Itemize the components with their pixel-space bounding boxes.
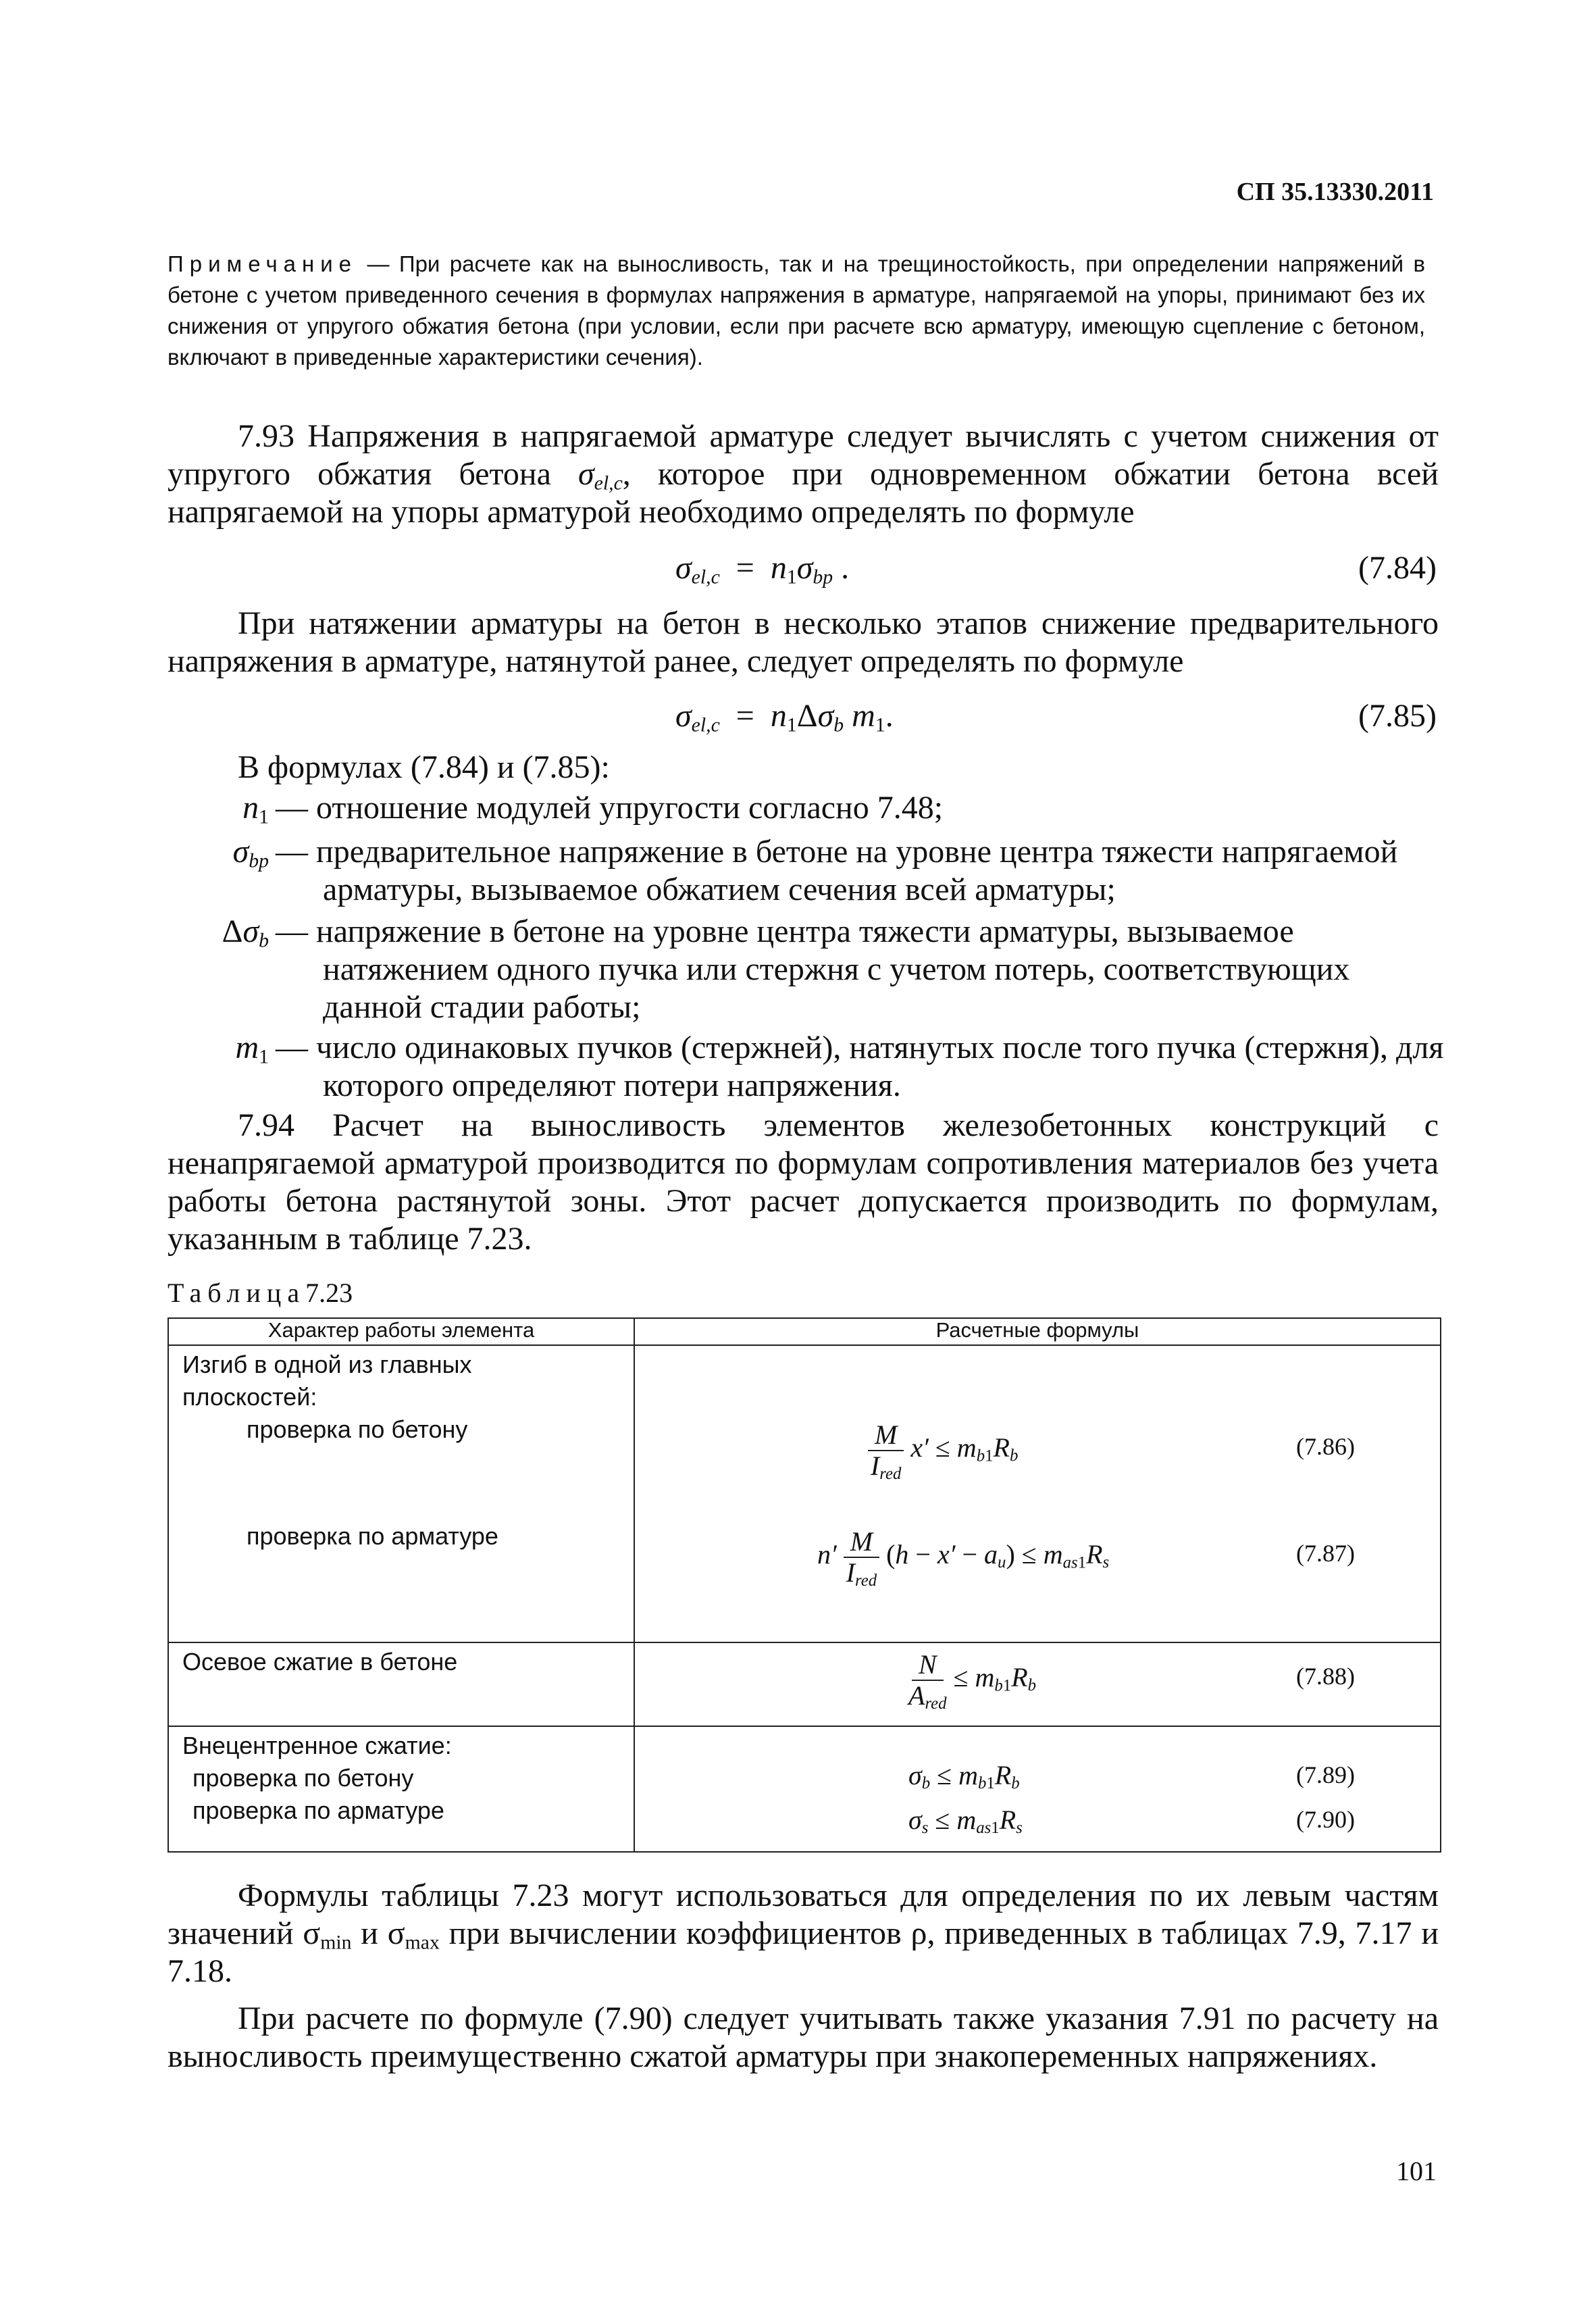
definition-m1: — число одинаковых пучков (стержней), натянутых после того пучка (стержня), для которого определяют потери напряжения. (276, 1030, 1444, 1103)
formula-7-87: n′ M $I_{red}$ $(h - x' - a_u) \le m_{as1}R_s$ (817, 1526, 1110, 1590)
definition-n1: — отношение модулей упругости согласно 7.48; (276, 790, 944, 826)
formula-7-89: $\sigma_b \le m_{b1}R_b$ (908, 1760, 1020, 1793)
sigma-max: $\sigma_{max}$ (387, 1915, 440, 1954)
row3-sub1: проверка по бетону (192, 1764, 414, 1792)
formula-number-7-84: (7.84) (1358, 550, 1437, 586)
symbol-delta-sigma-b: $\Delta\sigma_b$ (222, 913, 269, 952)
table-row-axial-formulas (634, 1642, 1441, 1726)
paragraph-tension: При натяжении арматуры на бетон в несколько этапов снижение предварительного напряжения в арматуре, натянутой ранее, следует определять по формуле (168, 605, 1439, 679)
p793-text-a: 7.93 Напряжения в напрягаемой арматуре следует вычислять с учетом снижения от упругого обжатия бетона (168, 418, 1439, 492)
note-text: — При расчете как на выносливость, так и на трещиностойкость, при определении напряжений в бетоне с учетом приведенного сечения в формулах напряжения в арматуре, напрягаемой на упоры, принимают без их снижения от упругого обжатия бетона (при условии, если при расчете всю арматуру, имеющую сцепление с бетоном, включают в приведенные характеристики сечения). (168, 251, 1425, 370)
row1-sub1: проверка по бетону (247, 1415, 468, 1443)
table-row-axial-label (168, 1642, 634, 1726)
definition-sigma-bp: — предварительное напряжение в бетоне на уровне центра тяжести напрягаемой арматуры, вызываемое обжатием сечения всей арматуры; (276, 834, 1398, 907)
table-header-col1: Характер работы элемента (168, 1318, 634, 1345)
paragraph-7-90-note: При расчете по формуле (7.90) следует учитывать также указания 7.91 по расчету на выносливость преимущественно сжатой арматуры при знакопеременных напряжениях. (168, 2001, 1439, 2074)
paragraph-7-94: 7.94 Расчет на выносливость элементов железобетонных конструкций с ненапрягаемой арматурой производится по формулам сопротивления материалов без учета работы бетона растянутой зоны. Этот расчет допускается производить по формулам, указанным в таблице 7.23. (168, 1107, 1439, 1257)
formula-7-84: $\sigma_{el,c} = n_1\sigma_{bp}$ . (675, 550, 850, 588)
p-after1-a: Формулы таблицы 7.23 могут использоваться для определения по их левым частям значений (168, 1878, 1439, 1951)
table-caption (168, 1277, 353, 1309)
symbol-n1: $n_1$ (242, 790, 269, 828)
definitions-intro: В формулах (7.84) и (7.85): (238, 749, 610, 785)
p793-text-b: , которое при одновременном обжатии бетона всей напрягаемой на упоры арматурой необходимо определять по формуле (168, 456, 1439, 530)
table-row-eccentric-label (168, 1726, 634, 1852)
sigma-min: $\sigma_{min}$ (303, 1915, 352, 1954)
eq-num-7-87: (7.87) (1296, 1540, 1355, 1567)
rho-symbol: ρ (910, 1915, 927, 1951)
table-caption-label: Таблица (168, 1278, 306, 1308)
row3-sub2: проверка по арматуре (192, 1796, 444, 1824)
symbol-m1: $m_1$ (235, 1030, 269, 1068)
formula-7-85: $\sigma_{el,c} = n_1\Delta\sigma_b$ $m_1$. (675, 698, 894, 736)
eq-num-7-89: (7.89) (1296, 1761, 1355, 1788)
p-after1-b: при вычислении коэффициентов (439, 1915, 911, 1951)
symbol-sigma-bp: $\sigma_{bp}$ (232, 834, 269, 872)
eq-num-7-88: (7.88) (1296, 1663, 1355, 1690)
eq-num-7-86: (7.86) (1296, 1433, 1355, 1460)
definitions-block (168, 749, 1444, 1127)
row3-title: Внецентренное сжатие: (182, 1732, 452, 1759)
table-row-bending-formulas (634, 1345, 1441, 1642)
row1-title: Изгиб в одной из главных плоскостей: (182, 1351, 472, 1411)
table-caption-number: 7.23 (305, 1278, 353, 1308)
table-row-eccentric-formulas (634, 1726, 1441, 1852)
table-row-bending-label (168, 1345, 634, 1642)
p-after1-c: , приведенных в таблицах 7.9, 7.17 и 7.18. (168, 1915, 1439, 1989)
table-7-23 (168, 1317, 1441, 1853)
row1-sub2: проверка по арматуре (247, 1522, 498, 1550)
formula-7-88: N $A_{red}$ ≤ $m_{b1}R_b$ (908, 1649, 1037, 1713)
eq-num-7-90: (7.90) (1296, 1806, 1355, 1833)
definition-delta-sigma-b: — напряжение в бетоне на уровне центра тяжести арматуры, вызываемое натяжением одного пучка или стержня с учетом потерь, соответствующих данной стадии работы; (276, 913, 1350, 1025)
paragraph-7-93 (168, 418, 1439, 531)
row2-title: Осевое сжатие в бетоне (182, 1648, 458, 1676)
page-number: 101 (1396, 2156, 1437, 2186)
doc-code-header: СП 35.13330.2011 (1236, 178, 1434, 206)
paragraph-table-usage: Формулы таблицы 7.23 могут использоваться для определения по их левым частям значений $\sigma_{min}$ и $\sigma_{max}$ при вычислении коэффициентов ρ, приведенных в таблицах 7.9, 7.17 и 7.18. (168, 1878, 1439, 1989)
note-label: Примечание (168, 251, 358, 276)
sigma-el-c: $\sigma_{el,c}$ (577, 456, 623, 495)
table-header-col2: Расчетные формулы (634, 1318, 1441, 1345)
formula-7-86: M $I_{red}$ $x' \le m_{b1}R_b$ (868, 1420, 1018, 1481)
formula-number-7-85: (7.85) (1358, 698, 1437, 734)
formula-7-90: $\sigma_s \le m_{as1}R_s$ (908, 1805, 1023, 1838)
note-paragraph (168, 249, 1425, 373)
